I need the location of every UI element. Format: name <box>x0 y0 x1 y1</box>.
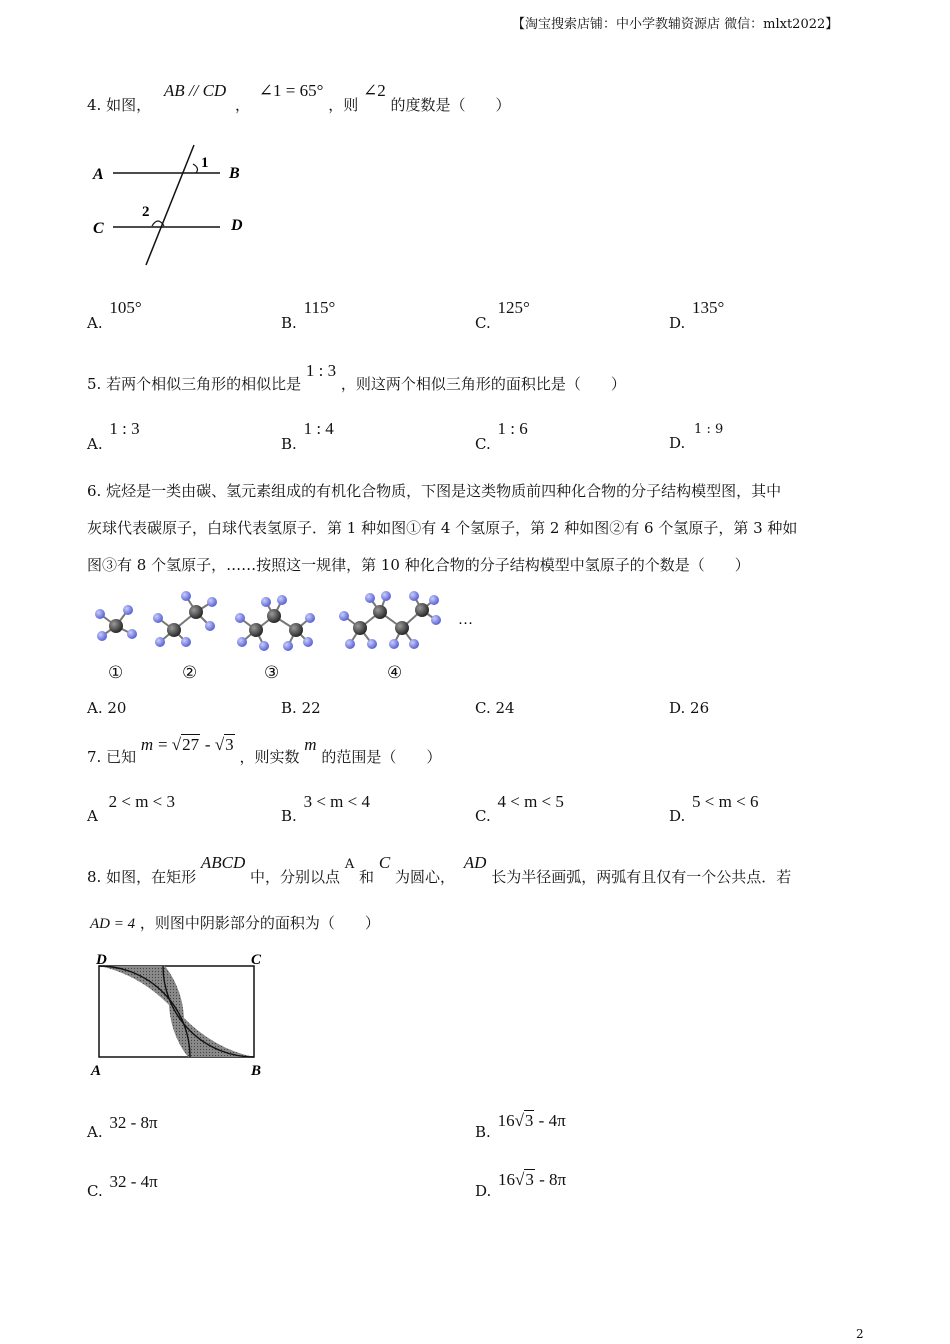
q7-radical-1: √27 <box>171 735 200 754</box>
q6-option-c[interactable] <box>475 699 515 717</box>
option-letter: B. <box>281 699 302 717</box>
option-value: 32 - 8π <box>109 1113 158 1132</box>
q7-option-d[interactable] <box>669 792 759 825</box>
q5-option-d[interactable] <box>669 419 724 452</box>
q6-model-label-1: ① <box>108 663 124 683</box>
q8-text-c: 为圆心， <box>394 868 455 886</box>
q4-option-b[interactable] <box>281 298 336 332</box>
option-letter: C. <box>475 435 491 453</box>
q5-option-c[interactable] <box>475 419 528 453</box>
option-value: 1 : 4 <box>303 419 334 438</box>
q4-fig-angle-2: 2 <box>142 204 150 220</box>
option-value: 1 : 9 <box>694 422 724 437</box>
option-letter: D. <box>475 1182 492 1200</box>
option-letter: D. <box>669 807 686 825</box>
option-radicand: 3 <box>524 1111 534 1130</box>
option-letter: A. <box>87 1123 103 1141</box>
q5-ratio: 1 : 3 <box>305 361 337 380</box>
q8-point-a: A <box>344 857 355 872</box>
q8-text-e: ，则图中阴影部分的面积为（ ） <box>139 914 380 932</box>
option-value: 2 < m < 3 <box>108 792 176 811</box>
q7-equals: = <box>157 735 172 754</box>
page-header: 【淘宝搜索店铺：中小学教辅资源店 微信：mlxt2022】 <box>512 17 839 32</box>
q8-fig-label-d: D <box>96 952 107 968</box>
q4-option-a[interactable] <box>87 298 142 332</box>
q8-rect-abcd: ABCD <box>200 853 246 872</box>
option-letter: B. <box>281 435 297 453</box>
option-letter: B. <box>475 1123 491 1141</box>
option-letter: C. <box>475 314 491 332</box>
q8-ad-value: AD = 4 <box>90 916 136 932</box>
q4-fig-label-b: B <box>229 165 240 182</box>
q8-option-d[interactable] <box>475 1170 567 1200</box>
option-letter: D. <box>669 434 686 452</box>
q4-number: 4. 如图， <box>87 96 152 114</box>
option-value: 125° <box>497 298 530 317</box>
q8-and: 和 <box>359 868 375 886</box>
q8-fig-label-a: A <box>91 1063 102 1079</box>
q6-model-label-3: ③ <box>264 663 280 683</box>
sqrt-sign: √3 <box>514 1111 534 1130</box>
option-value: 32 - 4π <box>109 1172 158 1191</box>
option-letter: D. <box>669 314 686 332</box>
q5-text-b: ，则这两个相似三角形的面积比是（ ） <box>340 375 626 393</box>
q7-option-a[interactable] <box>87 792 176 825</box>
q4-parallel-condition: AB // CD <box>163 81 227 100</box>
option-letter: C. <box>87 1182 103 1200</box>
option-value: 4 < m < 5 <box>497 792 564 811</box>
q5-text-a: 5. 若两个相似三角形的相似比是 <box>87 375 302 393</box>
q8-option-c[interactable] <box>87 1172 158 1200</box>
q4-angle2: ∠2 <box>363 81 386 100</box>
q7-stem <box>87 734 442 766</box>
q7-option-c[interactable] <box>475 792 564 825</box>
option-value: 105° <box>109 298 142 317</box>
q8-option-b[interactable] <box>475 1111 566 1141</box>
q6-option-a[interactable] <box>87 699 126 717</box>
q7-var-m-2: m <box>304 735 317 754</box>
q5-option-b[interactable] <box>281 419 334 453</box>
q7-radicand-2: 3 <box>225 735 234 754</box>
option-letter: A. <box>87 435 103 453</box>
q6-line-3: 图③有 8 个氢原子，……按照这一规律，第 10 种化合物的分子结构模型中氢原子的个数是（ ） <box>87 556 750 574</box>
option-value: 1 : 6 <box>497 419 528 438</box>
q7-text-c: 的范围是（ ） <box>321 748 442 766</box>
q4-comma: ， <box>235 96 251 114</box>
q7-minus: - <box>204 735 215 754</box>
q4-angle-condition: ∠1 = 65° <box>258 81 324 100</box>
q8-segment-ad: AD <box>463 853 487 872</box>
q8-fig-label-b: B <box>251 1063 262 1079</box>
q4-tail: 的度数是（ ） <box>390 96 511 114</box>
q7-text-a: 7. 已知 <box>87 748 137 766</box>
q8-rectangle-figure <box>88 946 273 1082</box>
option-value: 22 <box>301 699 321 717</box>
option-letter: A <box>87 807 98 825</box>
option-value: 1 : 3 <box>109 419 140 438</box>
option-letter: B. <box>281 807 297 825</box>
q4-fig-label-a: A <box>93 166 104 183</box>
option-letter: C. <box>475 699 496 717</box>
option-letter: A. <box>87 314 103 332</box>
option-value: 135° <box>692 298 725 317</box>
q8-text-b: 中，分别以点 <box>250 868 341 886</box>
option-value: 5 < m < 6 <box>692 792 759 811</box>
q7-text-b: ，则实数 <box>239 748 300 766</box>
q4-parallel-lines-figure <box>88 140 258 270</box>
q6-molecule-models <box>88 588 488 658</box>
option-value: 20 <box>107 699 127 717</box>
q7-radical-2: √3 <box>214 735 234 754</box>
q8-text-a: 8. 如图，在矩形 <box>87 868 197 886</box>
option-value-pre: 16 <box>497 1111 515 1130</box>
q6-line-2: 灰球代表碳原子，白球代表氢原子．第 1 种如图①有 4 个氢原子，第 2 种如图②有 6 个氢原子，第 3 种如 <box>87 519 798 537</box>
q8-text-d: 长为半径画弧，两弧有且仅有一个公共点．若 <box>491 868 792 886</box>
q6-line-1: 6. 烷烃是一类由碳、氢元素组成的有机化合物质，下图是这类物质前四种化合物的分子结构模型图，其中 <box>87 482 782 500</box>
option-letter: D. <box>669 699 691 717</box>
option-value-pre: 16 <box>498 1170 516 1189</box>
option-value: 115° <box>303 298 336 317</box>
option-letter: A. <box>87 699 108 717</box>
q4-then: ，则 <box>328 96 359 114</box>
q8-fig-label-c: C <box>251 952 262 968</box>
q6-model-label-4: ④ <box>387 663 403 683</box>
option-letter: B. <box>281 314 297 332</box>
q6-option-b[interactable] <box>281 699 321 717</box>
sqrt-sign: √3 <box>515 1170 534 1189</box>
q8-point-c: C <box>378 853 391 872</box>
q4-fig-label-c: C <box>93 220 104 237</box>
q8-option-a[interactable] <box>87 1113 158 1141</box>
q4-option-d[interactable] <box>669 298 725 332</box>
q4-stem <box>87 80 511 116</box>
q6-model-label-2: ② <box>182 663 198 683</box>
option-value: 3 < m < 4 <box>303 792 370 811</box>
q5-stem <box>87 360 626 393</box>
option-value: 26 <box>690 699 710 717</box>
page-number: 2 <box>856 1327 864 1341</box>
q4-option-c[interactable] <box>475 298 530 332</box>
q7-radicand-1: 27 <box>182 735 200 754</box>
q4-fig-label-d: D <box>231 217 243 234</box>
option-value: 24 <box>495 699 515 717</box>
q7-option-b[interactable] <box>281 792 370 825</box>
option-letter: C. <box>475 807 491 825</box>
q6-option-d[interactable] <box>669 699 709 717</box>
option-value-post: - 4π <box>534 1111 566 1130</box>
option-radicand: 3 <box>525 1170 534 1189</box>
q6-ellipsis: … <box>458 612 473 628</box>
q8-stem-line-2 <box>90 912 380 933</box>
q4-fig-angle-1: 1 <box>201 155 209 171</box>
q5-option-a[interactable] <box>87 419 140 453</box>
q7-var-m: m <box>140 735 154 754</box>
option-value-post: - 8π <box>534 1170 567 1189</box>
q8-stem-line-1 <box>87 852 792 886</box>
